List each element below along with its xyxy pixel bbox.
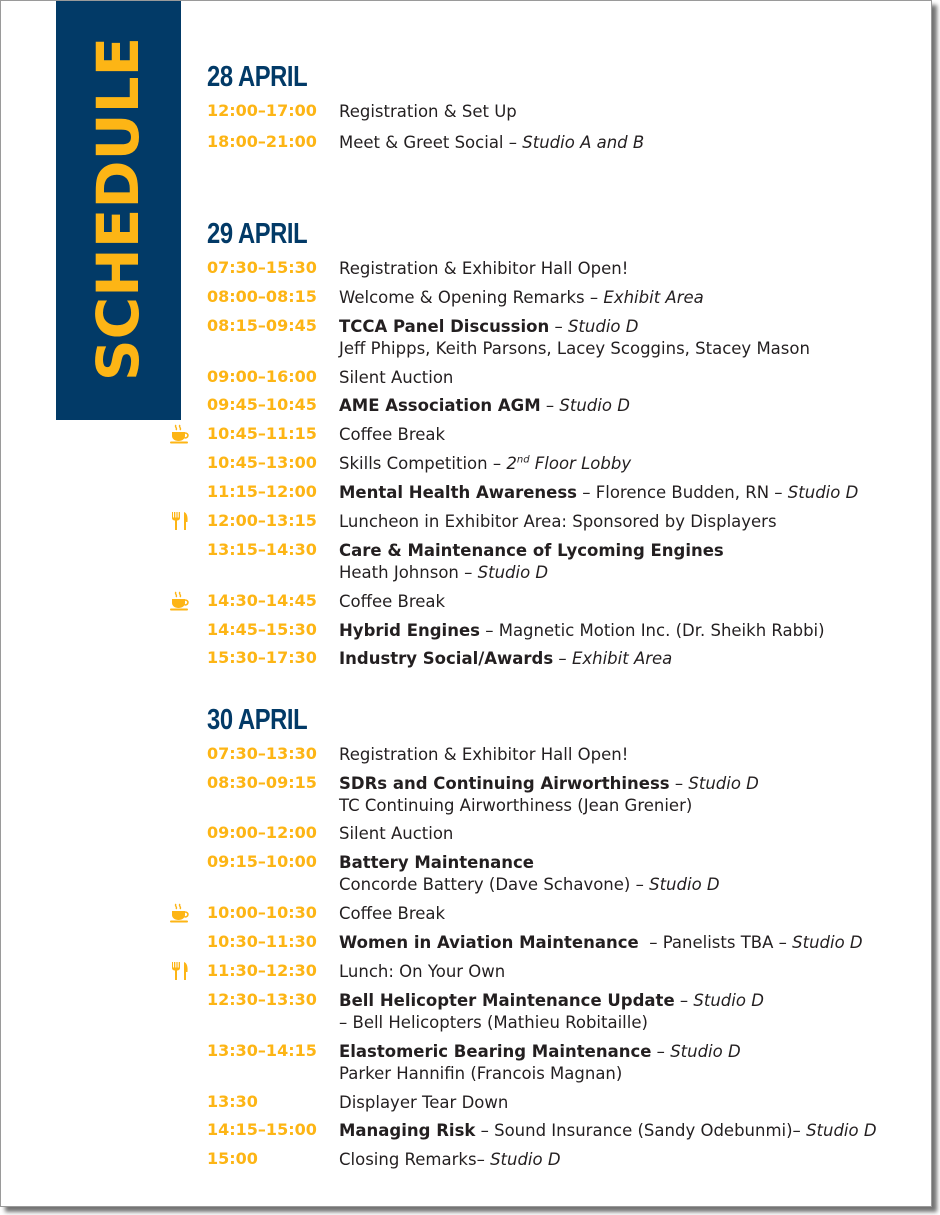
event-description: Registration & Exhibitor Hall Open!	[339, 259, 629, 278]
event-description: SDRs and Continuing Airworthiness – Studio D TC Continuing Airworthiness (Jean Grenier)	[339, 774, 759, 815]
event-description: Skills Competition – 2nd Floor Lobby	[339, 454, 632, 473]
time-label: 07:30–13:30	[207, 744, 317, 763]
time-label: 10:00–10:30	[207, 903, 317, 922]
time-label: 09:00–16:00	[207, 367, 317, 386]
event-location: Studio D	[490, 1150, 561, 1169]
event-location: Studio D	[567, 317, 639, 336]
time-label: 14:15–15:00	[207, 1120, 317, 1139]
time-label: 13:30–14:15	[207, 1041, 317, 1060]
time-label: 12:30–13:30	[207, 990, 317, 1009]
time-label: 12:00–17:00	[207, 101, 317, 120]
event-description: Coffee Break	[339, 592, 446, 611]
schedule-banner	[56, 1, 181, 420]
event-description: Welcome & Opening Remarks – Exhibit Area	[339, 288, 704, 307]
time-label: 09:00–12:00	[207, 823, 317, 842]
day-title-30-april: 30 APRIL	[207, 704, 308, 736]
event-description: Women in Aviation Maintenance – Panelists TBA – Studio D	[339, 933, 863, 952]
event-description: Silent Auction	[339, 368, 454, 387]
time-label: 10:45–11:15	[207, 424, 317, 443]
fork-knife-icon	[169, 961, 191, 981]
time-label: 08:00–08:15	[207, 287, 317, 306]
event-description: Battery Maintenance Concorde Battery (Dave Schavone) – Studio D	[339, 853, 720, 894]
time-label: 10:30–11:30	[207, 932, 317, 951]
event-description: Displayer Tear Down	[339, 1093, 509, 1112]
event-location: Studio D	[792, 933, 863, 952]
event-speakers: Heath Johnson – Studio D	[339, 563, 549, 582]
event-location: Studio D	[688, 774, 759, 793]
day-title-29-april: 29 APRIL	[207, 218, 308, 250]
time-label: 08:30–09:15	[207, 773, 317, 792]
event-location: Exhibit Area	[603, 288, 704, 307]
event-description: Hybrid Engines – Magnetic Motion Inc. (Dr. Sheikh Rabbi)	[339, 621, 825, 640]
time-label: 12:00–13:15	[207, 511, 317, 530]
event-description: Luncheon in Exhibitor Area: Sponsored by Displayers	[339, 512, 777, 531]
event-description: Industry Social/Awards – Exhibit Area	[339, 649, 673, 668]
event-description: Care & Maintenance of Lycoming Engines Heath Johnson – Studio D	[339, 541, 724, 582]
fork-knife-icon	[169, 511, 191, 531]
time-label: 13:15–14:30	[207, 540, 317, 559]
time-label: 14:30–14:45	[207, 591, 317, 610]
event-location: Studio A and B	[522, 133, 645, 152]
time-label: 08:15–09:45	[207, 316, 317, 335]
time-label: 18:00–21:00	[207, 132, 317, 151]
event-description: Elastomeric Bearing Maintenance – Studio D Parker Hannifin (Francois Magnan)	[339, 1042, 741, 1083]
event-location: Exhibit Area	[571, 649, 673, 668]
event-location: Studio D	[806, 1121, 877, 1140]
event-description: Lunch: On Your Own	[339, 962, 506, 981]
event-description: Mental Health Awareness – Florence Budden, RN – Studio D	[339, 483, 859, 502]
event-speakers: Parker Hannifin (Francois Magnan)	[339, 1064, 623, 1083]
time-label: 11:15–12:00	[207, 482, 317, 501]
event-location: Studio D	[649, 875, 720, 894]
time-label: 13:30	[207, 1092, 258, 1111]
event-description: TCCA Panel Discussion – Studio D Jeff Phipps, Keith Parsons, Lacey Scoggins, Stacey Mason	[339, 317, 810, 358]
time-label: 14:45–15:30	[207, 620, 317, 639]
event-description: Registration & Exhibitor Hall Open!	[339, 745, 629, 764]
banner-title: SCHEDULE	[84, 36, 152, 382]
event-location: Studio D	[559, 396, 630, 415]
event-description: Registration & Set Up	[339, 102, 517, 121]
time-label: 11:30–12:30	[207, 961, 317, 980]
event-speakers: TC Continuing Airworthiness (Jean Grenier)	[339, 796, 693, 815]
time-label: 07:30–15:30	[207, 258, 317, 277]
event-speakers: Jeff Phipps, Keith Parsons, Lacey Scoggins, Stacey Mason	[339, 339, 810, 358]
time-label: 09:15–10:00	[207, 852, 317, 871]
event-description: Managing Risk – Sound Insurance (Sandy Odebunmi)– Studio D	[339, 1121, 877, 1140]
time-label: 15:00	[207, 1149, 258, 1168]
event-location: Studio D	[477, 563, 549, 582]
event-location: Studio D	[670, 1042, 741, 1061]
coffee-cup-icon	[169, 591, 191, 611]
event-speakers: Concorde Battery (Dave Schavone) – Studio D	[339, 875, 720, 894]
event-description: Coffee Break	[339, 425, 446, 444]
event-description: Closing Remarks– Studio D	[339, 1150, 561, 1169]
event-location: Studio D	[693, 991, 764, 1010]
coffee-cup-icon	[169, 424, 191, 444]
time-label: 10:45–13:00	[207, 453, 317, 472]
event-description: Bell Helicopter Maintenance Update – Studio D – Bell Helicopters (Mathieu Robitaille)	[339, 991, 764, 1032]
event-description: Silent Auction	[339, 824, 454, 843]
time-label: 15:30–17:30	[207, 648, 317, 667]
event-description: AME Association AGM – Studio D	[339, 396, 630, 415]
event-description: Meet & Greet Social – Studio A and B	[339, 133, 645, 152]
event-speakers: – Bell Helicopters (Mathieu Robitaille)	[339, 1013, 648, 1032]
time-label: 09:45–10:45	[207, 395, 317, 414]
event-location: Studio D	[787, 483, 859, 502]
event-location: 2nd Floor Lobby	[506, 454, 632, 473]
day-title-28-april: 28 APRIL	[207, 61, 308, 93]
event-description: Coffee Break	[339, 904, 446, 923]
coffee-cup-icon	[169, 903, 191, 923]
